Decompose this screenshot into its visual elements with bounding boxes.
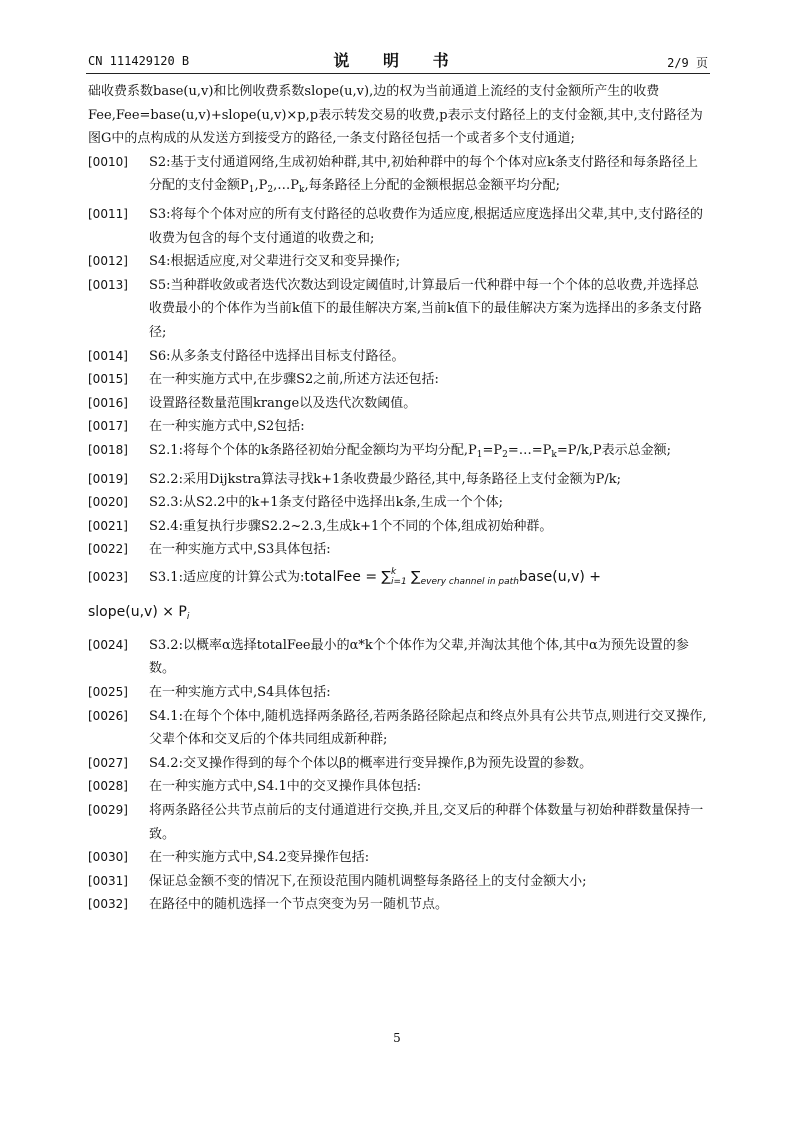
paragraph-number: [0012] xyxy=(88,254,128,269)
paragraph-text: 保证总金额不变的情况下,在预设范围内随机调整每条路径上的支付金额大小; xyxy=(149,873,587,889)
paragraph-0024 xyxy=(88,634,710,681)
paragraph-text: 在一种实施方式中,S4具体包括: xyxy=(149,685,331,701)
sum-limits xyxy=(391,567,407,587)
subscript: 2 xyxy=(502,449,508,460)
paragraph-text: ,P xyxy=(254,178,268,194)
subscript: k xyxy=(299,185,305,196)
paragraph-0011 xyxy=(88,203,710,250)
subscript: k xyxy=(551,449,557,460)
subscript: 1 xyxy=(248,185,255,196)
formula-part: slope(u,v) × P xyxy=(88,603,187,620)
paragraph-number: [0029] xyxy=(88,803,128,818)
paragraph-number: [0010] xyxy=(88,154,128,169)
paragraph-0022 xyxy=(88,538,710,562)
paragraph-number: [0030] xyxy=(88,850,128,865)
paragraph-text: ,每条路径上分配的金额根据总金额平均分配; xyxy=(304,178,560,194)
paragraph-0012 xyxy=(88,250,710,274)
paragraph-text: S4.2:交叉操作得到的每个个体以β的概率进行变异操作,β为预先设置的参数。 xyxy=(149,755,593,771)
paragraph-number: [0026] xyxy=(88,708,128,723)
paragraph-number: [0016] xyxy=(88,395,128,410)
page-header xyxy=(88,48,708,74)
paragraph-0030 xyxy=(88,846,710,870)
document-title: 说 明 书 xyxy=(333,51,463,70)
paragraph-number: [0024] xyxy=(88,637,128,652)
paragraph-0023 xyxy=(88,562,710,597)
paragraph-0021 xyxy=(88,515,710,539)
paragraph-text: S6:从多条支付路径中选择出目标支付路径。 xyxy=(149,348,405,364)
intro-paragraph: 础收费系数base(u,v)和比例收费系数slope(u,v),边的权为当前通道上流经的支付金额所产生的收费Fee,Fee=base(u,v)+slope(u,v)×p,p表示转发交易的收费,p表示支付路径上的支付金额,其中,支付路径为图G中的点构成的从发送方到接受方的路径,一条支付路径包括一个或者多个支付通道; xyxy=(88,84,703,147)
paragraph-number: [0011] xyxy=(88,206,128,221)
paragraph-number: [0023] xyxy=(88,569,128,584)
paragraph-0016 xyxy=(88,392,710,416)
subscript: 2 xyxy=(267,185,274,196)
formula-part: base(u,v) + xyxy=(518,568,601,585)
paragraph-text: 在一种实施方式中,在步骤S2之前,所述方法还包括: xyxy=(149,372,439,388)
sum-upper-limit: k xyxy=(390,566,397,577)
paragraph-text: S4:根据适应度,对父辈进行交叉和变异操作; xyxy=(149,254,401,270)
paragraph-number: [0017] xyxy=(88,419,128,434)
paragraph-text: 将两条路径公共节点前后的支付通道进行交换,并且,交叉后的种群个体数量与初始种群数量保持一致。 xyxy=(149,803,704,842)
sum-lower-limit: i=1 xyxy=(390,576,407,587)
paragraph-text: 在一种实施方式中,S4.1中的交叉操作具体包括: xyxy=(149,779,422,795)
paragraph-text: S5:当种群收敛或者迭代次数达到设定阈值时,计算最后一代种群中每一个个体的总收费,并选择总收费最小的个体作为当前k值下的最佳解决方案,当前k值下的最佳解决方案为选择出的多条支付路径; xyxy=(149,277,702,340)
paragraph-number: [0020] xyxy=(88,495,128,510)
paragraph-number: [0014] xyxy=(88,348,128,363)
paragraph-0018 xyxy=(88,439,710,468)
paragraph-0027 xyxy=(88,752,710,776)
paragraph-number: [0028] xyxy=(88,779,128,794)
subscript: i xyxy=(186,611,190,622)
paragraph-0015 xyxy=(88,368,710,392)
paragraph-0013 xyxy=(88,274,710,345)
page-count: 2/9 页 xyxy=(667,56,708,70)
formula-continuation xyxy=(88,597,710,632)
paragraph-text: 在一种实施方式中,S4.2变异操作包括: xyxy=(149,850,370,866)
paragraph-text: =P/k,P表示总金额; xyxy=(556,442,672,458)
formula-part: ∑ xyxy=(406,568,421,585)
paragraph-text: S3:将每个个体对应的所有支付路径的总收费作为适应度,根据适应度选择出父辈,其中,支付路径的收费为包含的每个支付通道的收费之和; xyxy=(149,206,703,246)
paragraph-0025 xyxy=(88,681,710,705)
subscript: every channel in path xyxy=(420,576,519,587)
paragraph-text: S2.1:将每个个体的k条路径初始分配金额均为平均分配,P xyxy=(149,442,477,458)
document-body xyxy=(88,80,710,917)
paragraph-number: [0013] xyxy=(88,277,128,292)
paragraph-0026 xyxy=(88,705,710,752)
paragraph-text: S2.3:从S2.2中的k+1条支付路径中选择出k条,生成一个个体; xyxy=(149,495,503,511)
paragraph-text: ,…P xyxy=(273,178,299,194)
paragraph-number: [0019] xyxy=(88,471,128,486)
paragraph-0032 xyxy=(88,893,710,917)
paragraph-text: =P xyxy=(482,442,503,458)
paragraph-0019 xyxy=(88,468,710,492)
paragraph-number: [0022] xyxy=(88,542,128,557)
paragraph-0028 xyxy=(88,775,710,799)
paragraph-number: [0021] xyxy=(88,518,128,533)
paragraph-0014 xyxy=(88,345,710,369)
paragraph-text: =…=P xyxy=(507,442,552,458)
paragraph-number: [0025] xyxy=(88,685,128,700)
header-divider xyxy=(86,73,710,74)
paragraph-text: S4.1:在每个个体中,随机选择两条路径,若两条路径除起点和终点外具有公共节点,则进行交叉操作,父辈个体和交叉后的个体共同组成新种群; xyxy=(149,708,707,748)
page-number: 5 xyxy=(393,1031,401,1045)
paragraph-text: 在一种实施方式中,S3具体包括: xyxy=(149,542,331,558)
formula-part: totalFee = ∑ xyxy=(304,568,391,585)
paragraph-number: [0032] xyxy=(88,897,128,912)
paragraph-text: 设置路径数量范围krange以及迭代次数阈值。 xyxy=(149,395,417,411)
paragraph-text: 在路径中的随机选择一个节点突变为另一随机节点。 xyxy=(149,897,449,913)
paragraph-number: [0015] xyxy=(88,372,128,387)
paragraph-text: S2:基于支付通道网络,生成初始种群,其中,初始种群中的每个个体对应k条支付路径和每条路径上分配的支付金额P xyxy=(149,154,698,194)
paragraph-text: S2.2:采用Dijkstra算法寻找k+1条收费最少路径,其中,每条路径上支付金额为P/k; xyxy=(149,471,621,487)
paragraph-text: S2.4:重复执行步骤S2.2~2.3,生成k+1个不同的个体,组成初始种群。 xyxy=(149,518,553,534)
formula xyxy=(304,566,601,587)
subscript: 1 xyxy=(476,449,483,460)
paragraph-text: 在一种实施方式中,S2包括: xyxy=(149,419,305,435)
paragraph-0031 xyxy=(88,870,710,894)
paragraph-0010 xyxy=(88,151,710,203)
paragraph-0029 xyxy=(88,799,710,846)
patent-number: CN 111429120 B xyxy=(88,54,190,68)
paragraph-0020 xyxy=(88,491,710,515)
paragraph-number: [0027] xyxy=(88,755,128,770)
paragraph-text: S3.1:适应度的计算公式为: xyxy=(149,569,305,585)
paragraph-number: [0031] xyxy=(88,873,128,888)
paragraph-0017 xyxy=(88,415,710,439)
paragraph-text: S3.2:以概率α选择totalFee最小的α*k个个体作为父辈,并淘汰其他个体,其中α为预先设置的参数。 xyxy=(149,637,689,677)
paragraph-number: [0018] xyxy=(88,442,128,457)
